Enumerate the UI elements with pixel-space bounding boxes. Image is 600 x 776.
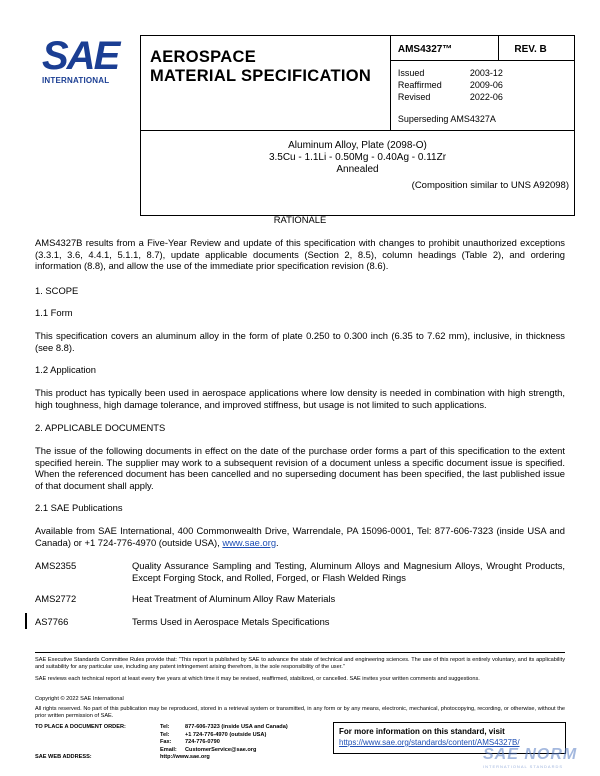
phone-usa: 877-606-7323 (inside USA and Canada)	[185, 724, 288, 730]
email-address: CustomerService@sae.org	[185, 746, 257, 753]
spec-line-2: 3.5Cu - 1.1Li - 0.50Mg - 0.40Ag - 0.11Zr	[268, 152, 447, 163]
revision: REV. B	[514, 44, 547, 55]
watermark: SAE NORM	[483, 746, 578, 763]
more-info-title: For more information on this standard, visit	[339, 727, 505, 736]
web-address: http://www.sae.org	[160, 754, 210, 760]
dates-cell	[390, 61, 574, 131]
document-title: Heat Treatment of Aluminum Alloy Raw Materials	[132, 593, 336, 604]
footer-disclaimer: SAE Executive Standards Committee Rules provide that: “This report is published by SAE to advance the state of technical and engineering sciences. The use of this report is entirely voluntary, and its applicability and suitability for any particular use, including any patent infringement arising therefrom, is the sole responsibility of the user.”	[35, 657, 565, 670]
footer-copyright: Copyright © 2022 SAE International	[35, 696, 124, 702]
document-id: AMS2355	[35, 560, 77, 571]
doc-number-cell	[390, 36, 499, 61]
rationale-heading: RATIONALE	[273, 214, 327, 225]
spec-title-cell	[141, 131, 575, 216]
logo-text: SAE	[42, 34, 119, 78]
title-cell	[141, 36, 391, 131]
fax-number: 724-776-0790	[185, 739, 220, 745]
footer-divider	[35, 652, 565, 653]
section-2-heading: 2. APPLICABLE DOCUMENTS	[35, 422, 166, 433]
spec-line-3: Annealed	[336, 164, 379, 175]
date-row-revised: Revised 2022-06	[397, 92, 503, 102]
sae-logo	[42, 36, 122, 88]
revision-cell	[499, 36, 575, 61]
doc-number: AMS4327™	[397, 44, 453, 55]
footer-rights: All rights reserved. No part of this publication may be reproduced, stored in a retrieval system or transmitted, in any form or by any means, electronic, mechanical, photocopying, recording, or otherwise, without the prior written permission of SAE.	[35, 706, 565, 719]
document-item-ams2355	[35, 560, 565, 584]
document-id: AS7766	[35, 616, 69, 627]
standard-url-link[interactable]: https://www.sae.org/standards/content/AMS4327B/	[339, 738, 520, 747]
document-item-ams2772	[35, 593, 565, 605]
document-item-as7766	[35, 616, 565, 628]
title-line-1: AEROSPACE	[150, 48, 256, 66]
web-label: SAE WEB ADDRESS:	[35, 754, 92, 760]
section-1-2-heading: 1.2 Application	[35, 364, 96, 375]
document-title: Quality Assurance Sampling and Testing, Aluminum Alloys and Magnesium Alloys, Wrought Products, Except Forging Stock, and Rolled, Forged, or Flash Welded Rings	[132, 560, 565, 583]
title-line-2: MATERIAL SPECIFICATION	[150, 67, 372, 85]
section-1-2-text: This product has typically been used in aerospace applications where low density is needed in combination with high strength, high toughness, high damage tolerance, and improved stiffness, but usage is not limited to such applications.	[35, 387, 565, 410]
date-row-reaffirmed: Reaffirmed 2009-06	[397, 80, 503, 90]
document-title: Terms Used in Aerospace Metals Specifications	[132, 616, 330, 627]
rationale-text: AMS4327B results from a Five-Year Review and update of this specification with changes to prohibit unauthorized exceptions (3.3.1, 3.6, 4.4.1, 5.1.1, 8.7), update applicable documents (Section 2, 8.5), column headings (Table 2), and ordering information (8.8), and allow the use of the immediate prior specification revision (8.6).	[35, 237, 565, 272]
date-row-issued: Issued 2003-12	[397, 68, 503, 78]
section-2-1-text: Available from SAE International, 400 Commonwealth Drive, Warrendale, PA 15096-0001, Tel: 877-606-7323 (inside USA and Canada) or +1 724-776-4970 (outside USA), www.sae.org.	[35, 525, 565, 548]
composition-note: (Composition similar to UNS A92098)	[411, 180, 569, 191]
document-id: AMS2772	[35, 593, 77, 604]
watermark-sub: INTERNATIONAL STANDARDS	[483, 764, 564, 769]
spec-line-1: Aluminum Alloy, Plate (2098-O)	[288, 140, 427, 151]
order-label: TO PLACE A DOCUMENT ORDER:	[35, 724, 126, 730]
footer-review-note: SAE reviews each technical report at least every five years at which time it may be revised, reaffirmed, stabilized, or cancelled. SAE invites your written comments and suggestions.	[35, 676, 480, 682]
section-1-1-text: This specification covers an aluminum alloy in the form of plate 0.250 to 0.300 inch (6.35 to 7.62 mm), inclusive, in thickness (see 8.8).	[35, 330, 565, 353]
section-1-1-heading: 1.1 Form	[35, 307, 73, 318]
section-2-text: The issue of the following documents in effect on the date of the purchase order forms a part of this specification to the extent specified herein. The supplier may work to a subsequent revision of a document unless a specific document issue is specified. When the referenced document has been cancelled and no superseding document has been specified, the last published issue of that document shall apply.	[35, 445, 565, 491]
change-bar	[25, 613, 27, 629]
superseding-note: Superseding AMS4327A	[397, 114, 496, 124]
section-2-1-heading: 2.1 SAE Publications	[35, 502, 123, 513]
sae-website-link[interactable]: www.sae.org	[222, 536, 277, 548]
header-table	[140, 35, 575, 216]
phone-intl: +1 724-776-4970 (outside USA)	[185, 731, 267, 738]
logo-subtext: INTERNATIONAL	[42, 76, 110, 85]
section-1-heading: 1. SCOPE	[35, 285, 79, 296]
